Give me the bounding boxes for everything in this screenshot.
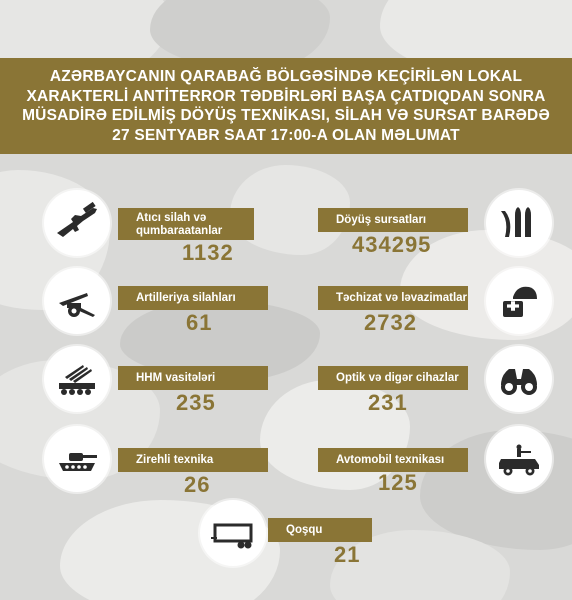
military-jeep-icon <box>486 426 552 492</box>
item-value-optics: 231 <box>368 390 408 415</box>
item-label-optics: Optik və digər cihazlar <box>318 366 468 390</box>
item-value-air-defense: 235 <box>176 390 216 415</box>
tank-icon <box>44 426 110 492</box>
item-label-small-arms: Atıcı silah və qumbaraatanlar <box>118 208 254 240</box>
item-label-armored: Zirehli texnika <box>118 448 268 472</box>
item-value-artillery: 61 <box>186 310 213 335</box>
item-value-ammunition: 434295 <box>352 232 432 257</box>
ammunition-icon <box>486 190 552 256</box>
item-label-artillery: Artilleriya silahları <box>118 286 268 310</box>
item-value-supplies: 2732 <box>364 310 417 335</box>
air-defense-vehicle-icon <box>44 346 110 412</box>
artillery-gun-icon <box>44 268 110 334</box>
item-label-ammunition: Döyüş sursatları <box>318 208 468 232</box>
title-banner <box>0 58 572 154</box>
page-title: AZƏRBAYCANIN QARABAĞ BÖLGƏSİNDƏ KEÇİRİLƏN LOKAL XARAKTERLİ ANTİTERROR TƏDBİRLƏRİ BAŞA ÇATDIQDAN SONRA MÜSADİRƏ EDİLMİŞ DÖYÜŞ TEXNİKASI, SİLAH VƏ SURSAT BARƏDƏ 27 SENTYABR SAAT 17:00-A OLAN MƏLUMAT <box>22 68 550 144</box>
item-value-vehicles: 125 <box>378 470 418 495</box>
binoculars-icon <box>486 346 552 412</box>
trailer-icon <box>200 500 266 566</box>
rifle-grenade-launcher-icon <box>44 190 110 256</box>
item-label-supplies: Təchizat və ləvazimatlar <box>318 286 468 310</box>
item-label-trailer: Qoşqu <box>268 518 372 542</box>
item-value-small-arms: 1132 <box>182 240 234 265</box>
item-value-armored: 26 <box>184 472 211 497</box>
equipment-helmet-icon <box>486 268 552 334</box>
item-label-vehicles: Avtomobil texnikası <box>318 448 468 472</box>
item-value-trailer: 21 <box>334 542 361 567</box>
item-label-air-defense: HHM vasitələri <box>118 366 268 390</box>
